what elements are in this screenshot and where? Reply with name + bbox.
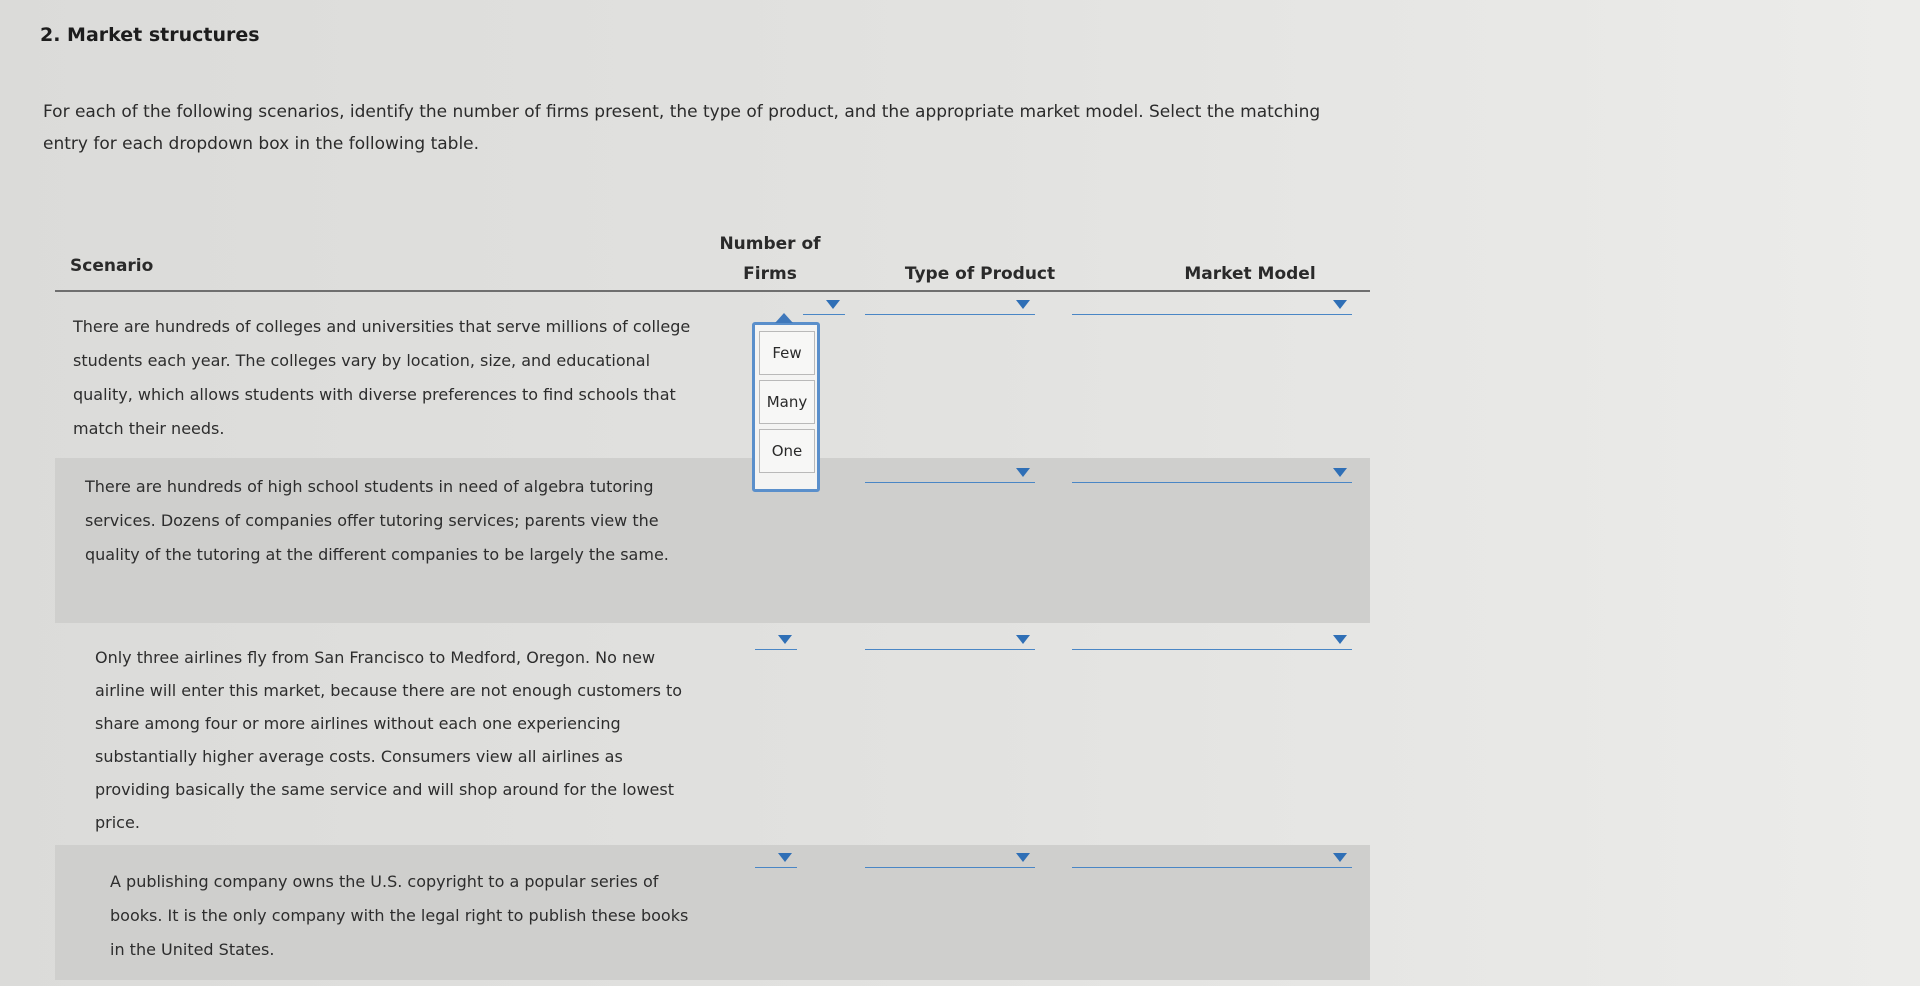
chevron-down-icon [1333, 468, 1347, 477]
chevron-down-icon [1333, 853, 1347, 862]
type-of-product-dropdown[interactable] [865, 635, 1035, 650]
scenario-text: A publishing company owns the U.S. copyright to a popular series of books. It is the only company with the legal right to publish these books in the United States. [110, 872, 689, 959]
chevron-down-icon [1333, 635, 1347, 644]
option-one[interactable]: One [759, 429, 815, 473]
table-row [55, 845, 1370, 980]
firms-dropdown[interactable] [755, 853, 797, 868]
question-title: 2. Market structures [40, 24, 260, 46]
scenario-text: Only three airlines fly from San Francisco to Medford, Oregon. No new airline will enter this market, because there are not enough customers to share among four or more airlines without each one experiencing substantially higher average costs. Consumers view all airlines as providing basically the same service and will shop around for the lowest price. [95, 648, 683, 832]
type-of-product-dropdown[interactable] [865, 468, 1035, 483]
type-of-product-dropdown[interactable] [865, 300, 1035, 315]
header-market-model: Market Model [1184, 264, 1316, 284]
firms-dropdown[interactable] [803, 300, 845, 315]
table-row [55, 300, 1370, 450]
table-row [55, 458, 1370, 623]
chevron-down-icon [778, 635, 792, 644]
header-firms-line1: Number of [719, 234, 821, 254]
option-many[interactable]: Many [759, 380, 815, 424]
firms-dropdown-menu [752, 322, 820, 492]
type-of-product-dropdown[interactable] [865, 853, 1035, 868]
firms-dropdown[interactable] [755, 635, 797, 650]
market-model-dropdown[interactable] [1072, 468, 1352, 483]
chevron-down-icon [826, 300, 840, 309]
header-scenario: Scenario [70, 256, 154, 276]
option-few[interactable]: Few [759, 331, 815, 375]
caret-up-icon [775, 313, 793, 323]
header-divider [55, 290, 1370, 292]
chevron-down-icon [778, 853, 792, 862]
chevron-down-icon [1016, 635, 1030, 644]
header-firms-line2: Firms [743, 264, 797, 284]
chevron-down-icon [1016, 853, 1030, 862]
scenario-text: There are hundreds of high school students in need of algebra tutoring services. Dozens of companies offer tutoring services; parents view the quality of the tutoring at the different companies to be largely the same. [85, 477, 669, 564]
header-type-of-product: Type of Product [904, 264, 1056, 284]
chevron-down-icon [1016, 300, 1030, 309]
market-model-dropdown[interactable] [1072, 635, 1352, 650]
market-model-dropdown[interactable] [1072, 853, 1352, 868]
scenario-table [55, 225, 1370, 985]
header-number-of-firms [710, 229, 830, 289]
scenario-text: There are hundreds of colleges and universities that serve millions of college students each year. The colleges vary by location, size, and educational quality, which allows students with diverse preferences to find schools that match their needs. [73, 317, 691, 438]
market-model-dropdown[interactable] [1072, 300, 1352, 315]
chevron-down-icon [1333, 300, 1347, 309]
instructions-text: For each of the following scenarios, identify the number of firms present, the type of product, and the appropriate market model. Select the matching entry for each dropdown box in the following table. [43, 102, 1321, 154]
chevron-down-icon [1016, 468, 1030, 477]
table-row [55, 635, 1370, 865]
